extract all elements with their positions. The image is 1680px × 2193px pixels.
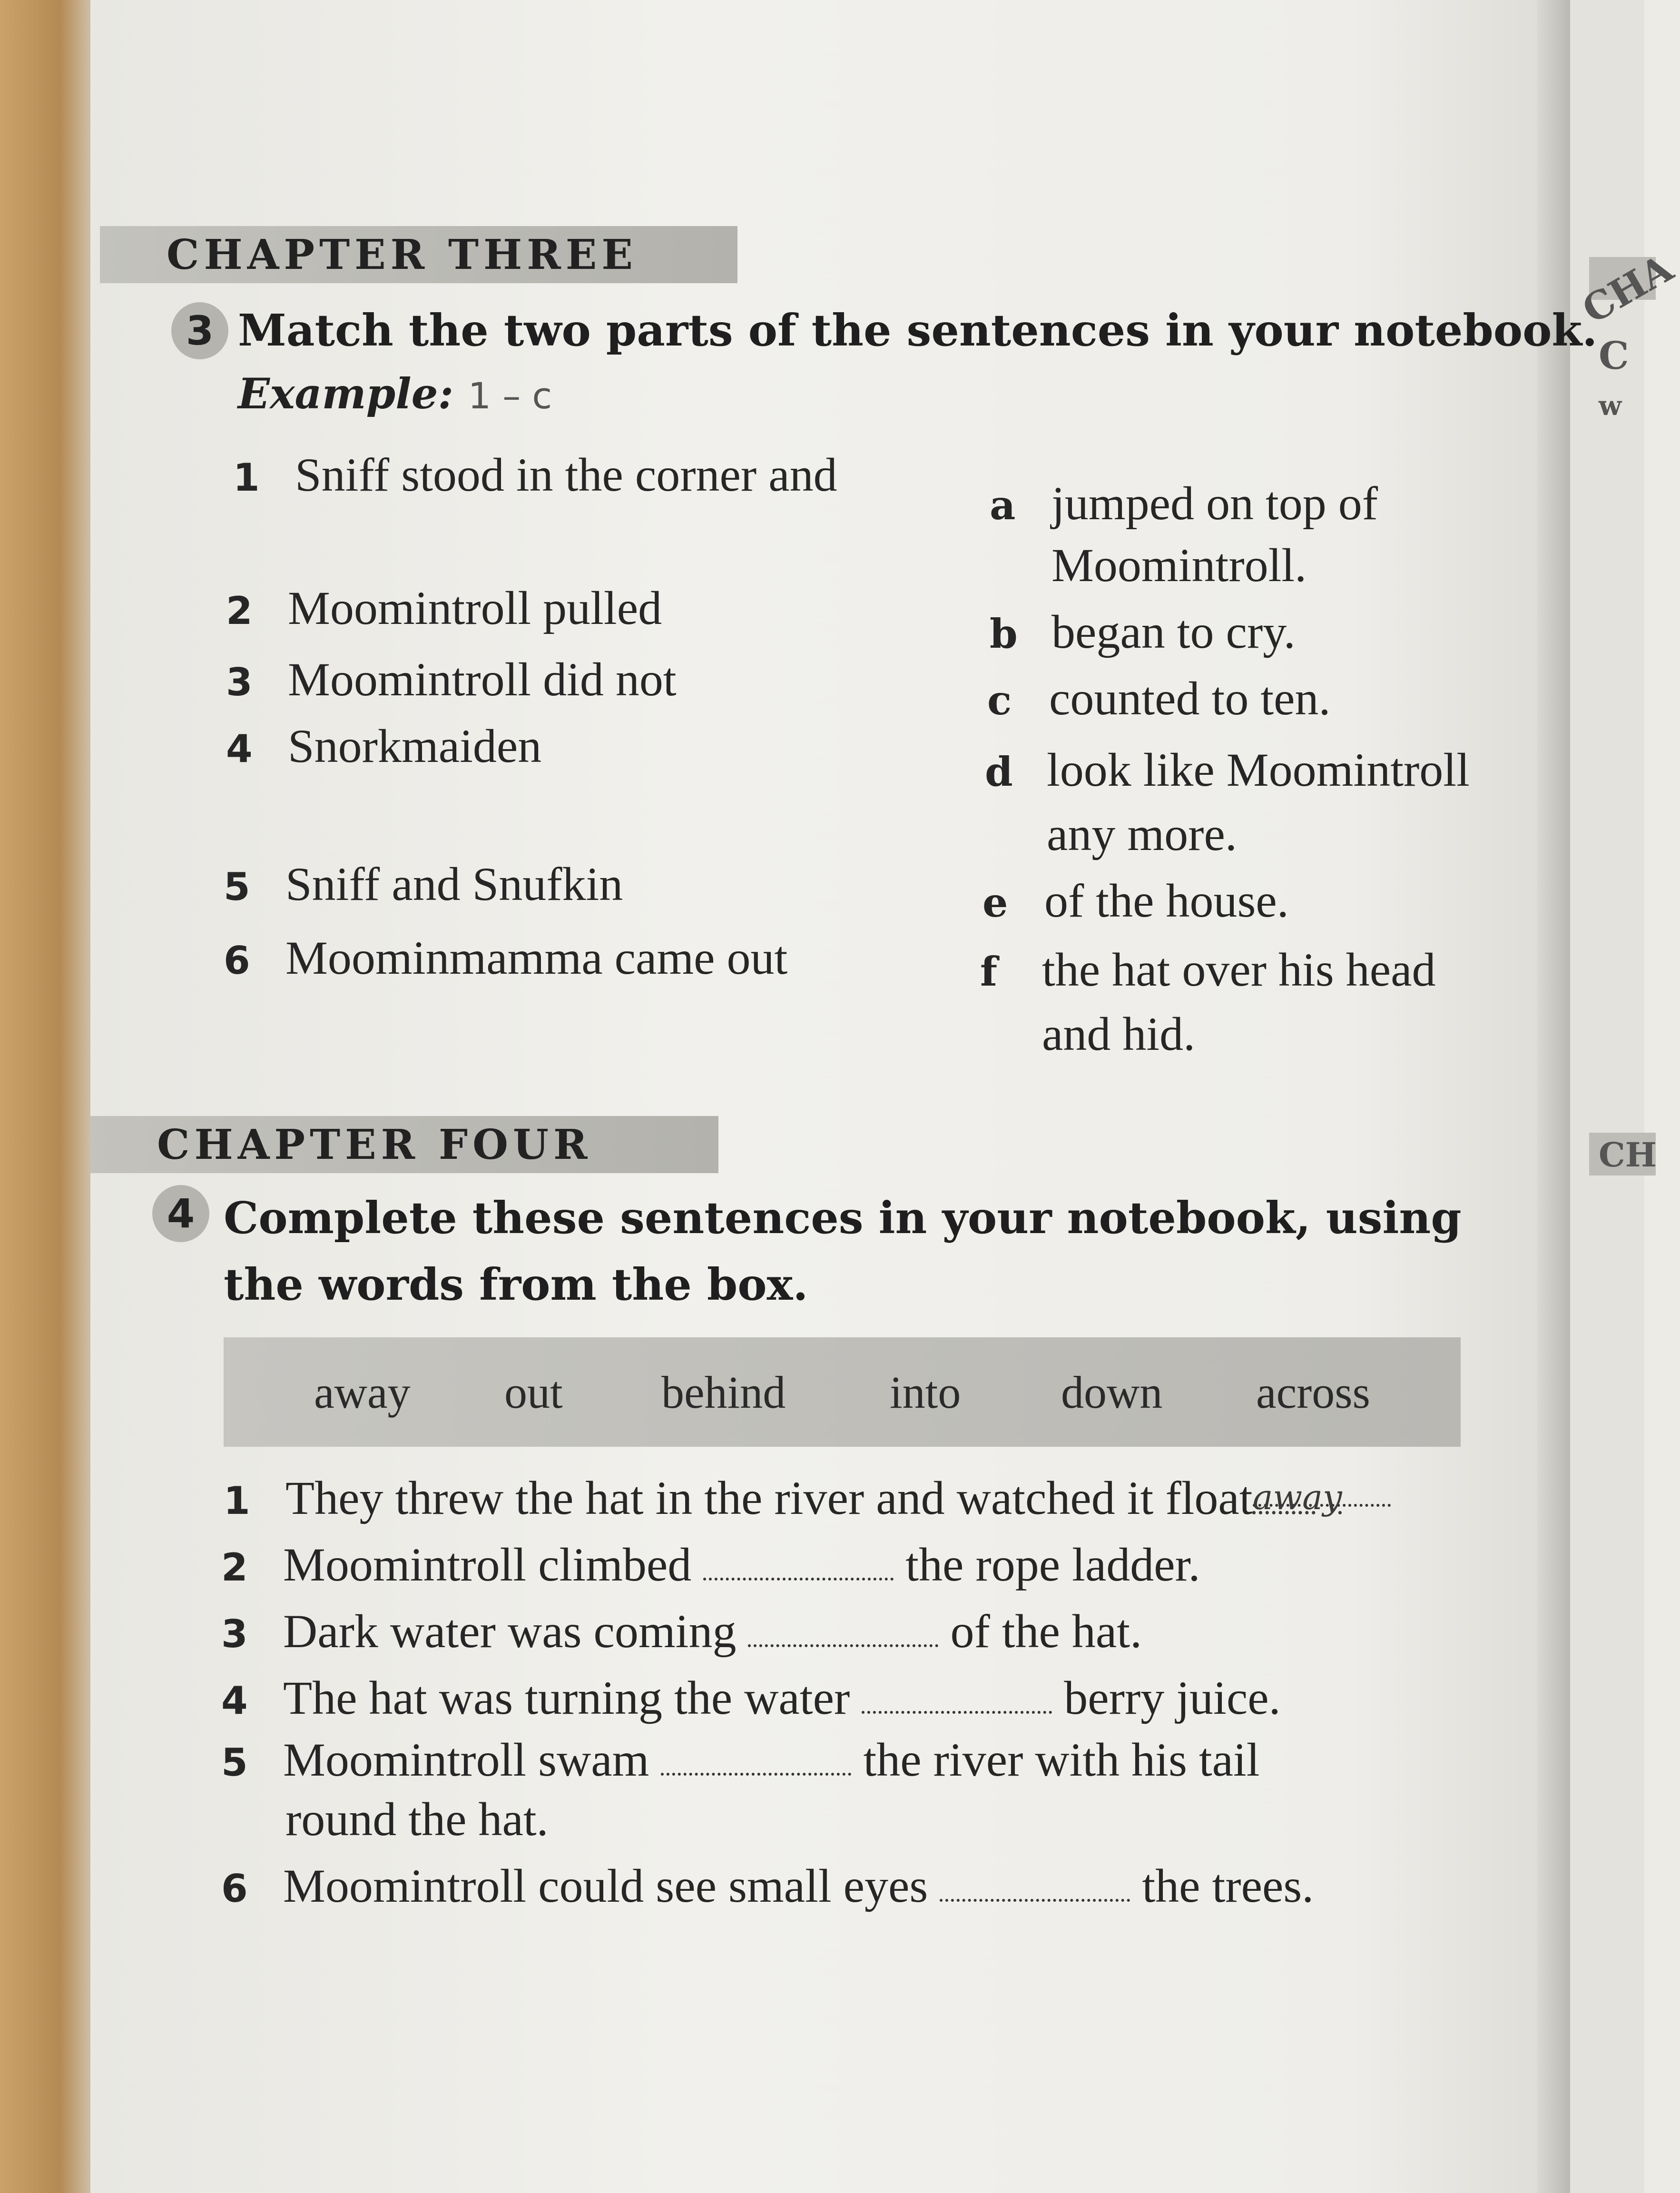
chapter-four-heading: CHAPTER FOUR — [157, 1120, 592, 1169]
sentence-text: They threw the hat in the river and watched it float — [285, 1472, 1253, 1524]
sentence-text: Moomintroll climbed — [283, 1538, 692, 1591]
example-label: Example: — [238, 369, 454, 418]
sentence-text: Moomintroll could see small eyes — [283, 1859, 928, 1912]
item-text: Snorkmaiden — [288, 720, 542, 772]
chapter-three-heading-band — [100, 226, 737, 283]
answer-blank — [703, 1544, 894, 1581]
answer-blank — [862, 1678, 1052, 1714]
item-number: 4 — [226, 727, 253, 771]
sentence-number: 6 — [221, 1867, 248, 1911]
answer-blank — [1252, 1471, 1391, 1517]
item-text: Sniff stood in the corner and — [295, 448, 837, 501]
sentence-text: the trees. — [1142, 1859, 1314, 1912]
sentence-number: 4 — [221, 1679, 248, 1723]
item-text: began to cry. — [1051, 605, 1296, 658]
match-right-item — [980, 942, 1436, 997]
match-right-item-continuation: Moomintroll. — [1051, 539, 1307, 592]
match-left-item — [226, 652, 677, 707]
match-right-item — [982, 873, 1289, 928]
match-left-item — [224, 930, 787, 985]
word-box-word: into — [890, 1367, 961, 1418]
sentence-text: the river with his tail — [863, 1733, 1260, 1786]
next-page-fragment: w — [1599, 390, 1622, 422]
sentence-text: Moomintroll swam — [283, 1733, 649, 1786]
sentence-number: 1 — [224, 1479, 250, 1523]
match-right-item-continuation: any more. — [1047, 808, 1237, 860]
item-letter: f — [980, 948, 998, 995]
match-left-item — [226, 719, 541, 773]
item-text: the hat over his head — [1042, 943, 1436, 996]
next-page-fragment: CH — [1599, 1135, 1657, 1175]
word-box-word: across — [1256, 1367, 1370, 1418]
item-letter: b — [990, 610, 1018, 657]
item-number: 2 — [226, 589, 253, 633]
handwritten-answer: away — [1252, 1477, 1342, 1517]
item-text: jumped on top of — [1051, 477, 1378, 530]
answer-blank — [661, 1739, 851, 1776]
match-right-item — [990, 604, 1296, 659]
fill-sentence — [221, 1604, 1142, 1659]
item-number: 5 — [224, 865, 250, 909]
sentence-text: berry juice. — [1064, 1671, 1281, 1724]
item-number: 6 — [224, 938, 250, 983]
exercise-3-instruction: Match the two parts of the sentences in your notebook. — [238, 305, 1598, 356]
exercise-3-number: 3 — [186, 307, 214, 354]
exercise-4-instruction-line-2: the words from the box. — [224, 1259, 808, 1310]
exercise-3-example — [238, 369, 552, 418]
sentence-number: 3 — [221, 1612, 248, 1656]
sentence-text: of the hat. — [950, 1605, 1142, 1658]
exercise-3-number-badge — [171, 302, 228, 359]
next-page-fragment: C — [1599, 333, 1629, 378]
sentence-text: The hat was turning the water — [283, 1671, 850, 1724]
exercise-4-number: 4 — [167, 1190, 195, 1237]
item-text: of the house. — [1044, 874, 1289, 927]
exercise-4-number-badge — [152, 1185, 209, 1242]
answer-blank — [748, 1611, 938, 1647]
item-text: Sniff and Snufkin — [285, 858, 623, 910]
word-box-word: away — [314, 1367, 411, 1418]
sentence-text: Dark water was coming — [283, 1605, 737, 1658]
item-number: 3 — [226, 660, 253, 704]
item-text: Moomintroll pulled — [288, 582, 662, 634]
item-number: 1 — [233, 455, 260, 500]
item-letter: d — [985, 748, 1013, 795]
match-left-item — [226, 581, 662, 635]
answer-blank — [940, 1866, 1130, 1902]
word-box-word: out — [504, 1367, 563, 1418]
fill-sentence — [224, 1471, 1391, 1525]
sentence-number: 5 — [221, 1740, 248, 1785]
chapter-four-heading-band — [90, 1116, 718, 1173]
item-text: Moomintroll did not — [288, 653, 677, 706]
word-box-word: behind — [661, 1367, 786, 1418]
match-left-item — [233, 447, 837, 502]
chapter-three-heading: CHAPTER THREE — [167, 230, 638, 279]
example-answer: 1 – c — [468, 375, 552, 417]
match-left-item — [224, 857, 623, 911]
match-right-item — [987, 671, 1331, 726]
match-right-item — [985, 742, 1470, 797]
exercise-4-instruction-line-1: Complete these sentences in your notebook, using — [224, 1192, 1462, 1244]
item-text: look like Moomintroll — [1047, 743, 1470, 796]
sentence-number: 2 — [221, 1545, 248, 1590]
match-right-item — [990, 476, 1378, 531]
fill-sentence — [221, 1670, 1281, 1725]
sentence-text: the rope ladder. — [905, 1538, 1200, 1591]
next-page-fragment: CHA — [1574, 245, 1680, 333]
word-box — [224, 1337, 1461, 1447]
fill-sentence-continuation: round the hat. — [285, 1793, 549, 1846]
fill-sentence — [221, 1537, 1200, 1592]
word-box-word: down — [1061, 1367, 1163, 1418]
item-text: Moominmamma came out — [285, 931, 788, 984]
fill-sentence — [221, 1858, 1314, 1913]
fill-sentence — [221, 1732, 1260, 1787]
item-letter: e — [982, 879, 1008, 926]
item-text: counted to ten. — [1049, 672, 1331, 725]
match-right-item-continuation: and hid. — [1042, 1008, 1196, 1060]
item-letter: c — [987, 677, 1012, 724]
item-letter: a — [990, 482, 1016, 529]
